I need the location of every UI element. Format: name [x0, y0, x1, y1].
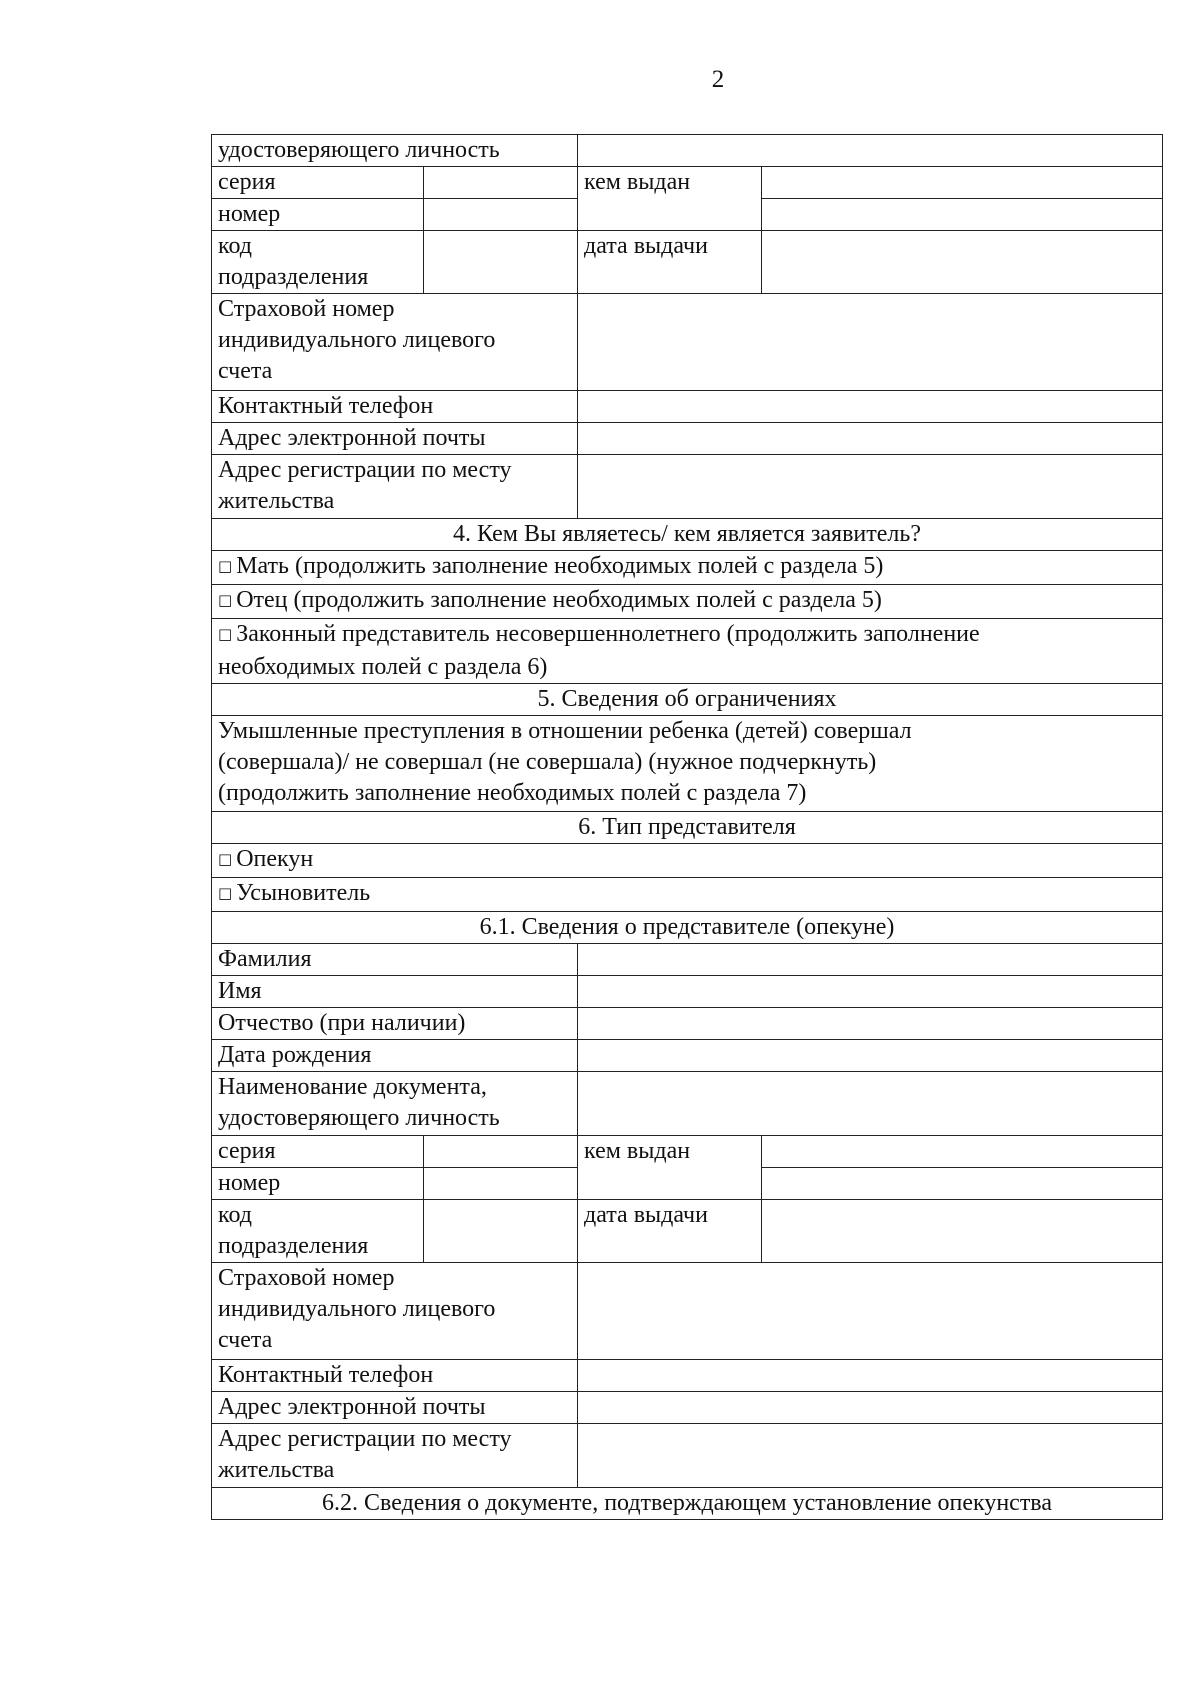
series-label: серия — [212, 167, 424, 199]
snils-label: Страховой номер индивидуального лицевого счета — [212, 294, 578, 391]
option-father[interactable]: □ Отец (продолжить заполнение необходимых полей с раздела 5) — [212, 585, 1163, 619]
doc-name-field[interactable] — [578, 135, 1163, 167]
surname-field[interactable] — [578, 944, 1163, 976]
snils-field[interactable] — [578, 294, 1163, 391]
code-label: код подразделения — [212, 1200, 424, 1263]
phone-field[interactable] — [578, 391, 1163, 423]
number-label: номер — [212, 199, 424, 231]
address-label: Адрес регистрации по месту жительства — [212, 1424, 578, 1488]
option-mother[interactable]: □ Мать (продолжить заполнение необходимых полей с раздела 5) — [212, 551, 1163, 585]
address-label: Адрес регистрации по месту жительства — [212, 455, 578, 519]
table-row — [212, 135, 1163, 167]
table-row — [212, 812, 1163, 844]
table-row — [212, 551, 1163, 585]
checkbox-icon[interactable]: □ — [218, 850, 233, 868]
table-row — [212, 619, 1163, 684]
issued-by-field[interactable] — [762, 167, 1163, 199]
series-label: серия — [212, 1136, 424, 1168]
code-field[interactable] — [424, 1200, 578, 1263]
table-row — [212, 1392, 1163, 1424]
table-row — [212, 1008, 1163, 1040]
email-label: Адрес электронной почты — [212, 423, 578, 455]
table-row — [212, 294, 1163, 391]
series-field[interactable] — [424, 1136, 578, 1168]
table-row — [212, 912, 1163, 944]
table-row — [212, 878, 1163, 912]
code-field[interactable] — [424, 231, 578, 294]
issue-date-field[interactable] — [762, 1200, 1163, 1263]
section-6-1-heading: 6.1. Сведения о представителе (опекуне) — [212, 912, 1163, 944]
name-field[interactable] — [578, 976, 1163, 1008]
email-field[interactable] — [578, 423, 1163, 455]
doc-name-field[interactable] — [578, 1072, 1163, 1136]
section-4-heading: 4. Кем Вы являетесь/ кем является заявитель? — [212, 519, 1163, 551]
table-row — [212, 391, 1163, 423]
email-field[interactable] — [578, 1392, 1163, 1424]
option-adopter[interactable]: □ Усыновитель — [212, 878, 1163, 912]
address-field[interactable] — [578, 455, 1163, 519]
section-6-heading: 6. Тип представителя — [212, 812, 1163, 844]
phone-label: Контактный телефон — [212, 1360, 578, 1392]
email-label: Адрес электронной почты — [212, 1392, 578, 1424]
doc-name-label: Наименование документа, удостоверяющего личность — [212, 1072, 578, 1136]
code-label: код подразделения — [212, 231, 424, 294]
number-field[interactable] — [424, 1168, 578, 1200]
address-field[interactable] — [578, 1424, 1163, 1488]
checkbox-icon[interactable]: □ — [218, 884, 233, 902]
issue-date-label: дата выдачи — [578, 1200, 762, 1263]
table-row — [212, 844, 1163, 878]
table-row — [212, 944, 1163, 976]
section-6-2-heading: 6.2. Сведения о документе, подтверждающем установление опекунства — [212, 1488, 1163, 1520]
checkbox-icon[interactable]: □ — [218, 591, 233, 609]
series-field[interactable] — [424, 167, 578, 199]
table-row — [212, 1136, 1163, 1168]
table-row — [212, 423, 1163, 455]
table-row — [212, 716, 1163, 812]
snils-field[interactable] — [578, 1263, 1163, 1360]
birthdate-label: Дата рождения — [212, 1040, 578, 1072]
checkbox-icon[interactable]: □ — [218, 625, 233, 643]
table-row — [212, 167, 1163, 199]
phone-field[interactable] — [578, 1360, 1163, 1392]
table-row — [212, 231, 1163, 294]
issued-by-label: кем выдан — [578, 167, 762, 231]
surname-label: Фамилия — [212, 944, 578, 976]
number-field[interactable] — [424, 199, 578, 231]
option-guardian[interactable]: □ Опекун — [212, 844, 1163, 878]
phone-label: Контактный телефон — [212, 391, 578, 423]
option-legal-representative[interactable]: □ Законный представитель несовершеннолетнего (продолжить заполнение необходимых полей с раздела 6) — [212, 619, 1163, 684]
patronymic-field[interactable] — [578, 1008, 1163, 1040]
table-row — [212, 519, 1163, 551]
table-row — [212, 976, 1163, 1008]
number-label: номер — [212, 1168, 424, 1200]
page-number: 2 — [711, 66, 725, 93]
table-row — [212, 1424, 1163, 1488]
issue-date-field[interactable] — [762, 231, 1163, 294]
application-form-table — [211, 134, 1163, 1520]
section-5-heading: 5. Сведения об ограничениях — [212, 684, 1163, 716]
issued-by-field-2[interactable] — [762, 199, 1163, 231]
checkbox-icon[interactable]: □ — [218, 557, 233, 575]
snils-label: Страховой номер индивидуального лицевого счета — [212, 1263, 578, 1360]
table-row — [212, 585, 1163, 619]
table-row — [212, 1360, 1163, 1392]
table-row — [212, 455, 1163, 519]
table-row — [212, 1040, 1163, 1072]
table-row — [212, 684, 1163, 716]
issued-by-field-2[interactable] — [762, 1168, 1163, 1200]
table-row — [212, 1263, 1163, 1360]
table-row — [212, 1488, 1163, 1520]
table-row — [212, 1072, 1163, 1136]
name-label: Имя — [212, 976, 578, 1008]
table-row — [212, 1200, 1163, 1263]
issued-by-label: кем выдан — [578, 1136, 762, 1200]
issue-date-label: дата выдачи — [578, 231, 762, 294]
issued-by-field[interactable] — [762, 1136, 1163, 1168]
birthdate-field[interactable] — [578, 1040, 1163, 1072]
doc-label-tail: удостоверяющего личность — [212, 135, 578, 167]
restrictions-text: Умышленные преступления в отношении ребенка (детей) совершал (совершала)/ не совершал (не совершала) (нужное подчеркнуть) (продолжить заполнение необходимых полей с раздела 7) — [212, 716, 1163, 812]
patronymic-label: Отчество (при наличии) — [212, 1008, 578, 1040]
